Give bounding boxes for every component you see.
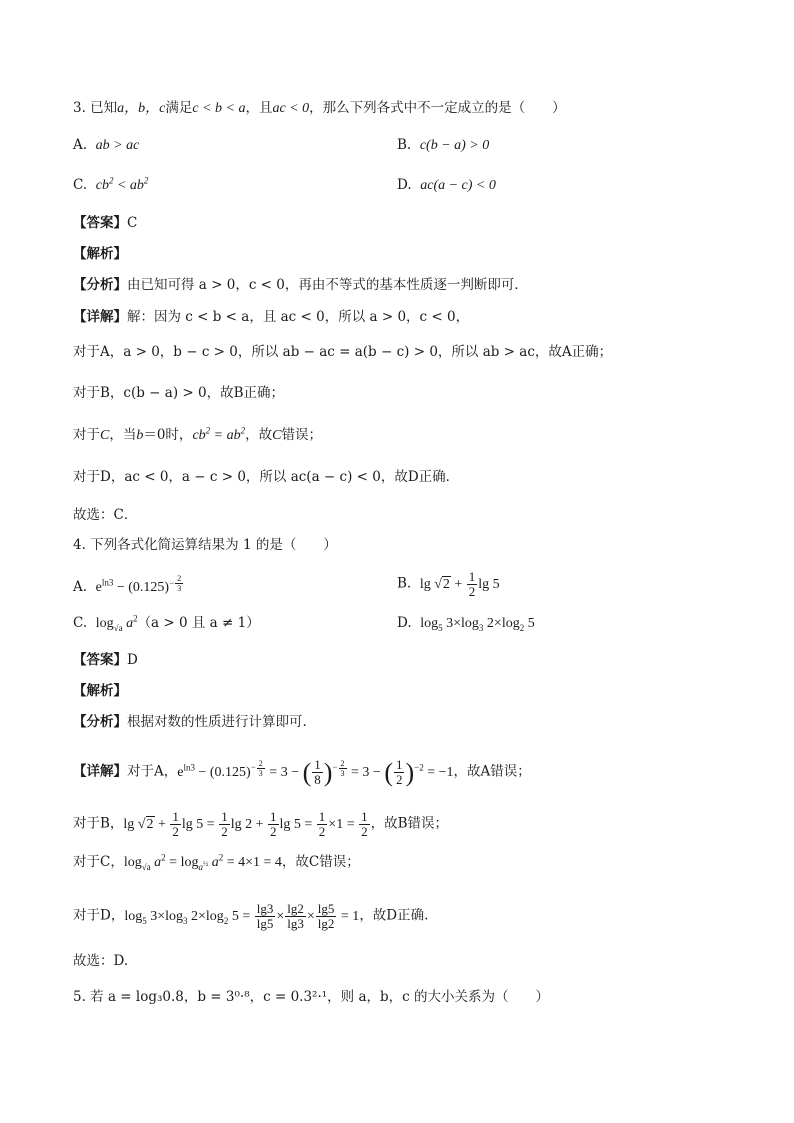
- q3-stem: 3. 已知a，b，c满足c < b < a，且ac < 0，那么下列各式中不一定成立的是（ ）: [73, 100, 566, 116]
- q4-detail-b: 对于B，lg √2 + $\frac{1}{2}$ lg 5 = $\frac{1}{2}$ lg 2 + $\frac{1}{2}$ lg 5 = $\frac{1}{2}$ ×1 = $\frac{1}{2}$ ，故B错误；: [73, 809, 449, 839]
- q4-detail-a: 【详解】对于A，$e^{ln3} - (0.125)^{- \frac{2}{3}}$ = 3 − ( $\frac{1}{8}$ )$^{- \frac{2}{3}}$ = 3 − ( $\frac{1}{2}$ )$^{-2}$ = −1，故A错误；: [73, 757, 531, 787]
- q3-fenxi: 【分析】由已知可得 a > 0，c < 0，再由不等式的基本性质逐一判断即可．: [73, 277, 528, 293]
- q3-line-a: 对于A，a > 0，b − c > 0，所以 ab − ac = a(b − c) > 0，所以 ab > ac，故A正确；: [73, 344, 613, 360]
- q3-option-d: D. ac(a − c) < 0: [397, 177, 496, 193]
- q4-option-a: A. $e^{ln3} - (0.125)^{- \frac{2}{3}}$: [73, 574, 182, 596]
- q4-answer: 【答案】D: [73, 652, 138, 668]
- q3-option-a: A. ab > ac: [73, 137, 140, 153]
- q4-option-d: D. $\log_5 3\times\log_3$ $2\times\log_2$ 5: [397, 615, 535, 633]
- q3-option-b: B. c(b − a) > 0: [397, 137, 490, 153]
- q4-option-c: C. $\log_{√a} a^2(a > 0$ 且 a ≠ 1）: [73, 613, 260, 633]
- q4-detail-d: 对于D，$\log_5 3\times\log_3$ $2\times\log_2$ 5 = $\frac{\lg 3}{\lg 5}$ × $\frac{\lg 2}{\lg 3}$ × $\frac{\lg 5}{\lg 2}$ = 1，故D正确.: [73, 901, 429, 931]
- q3-answer: 【答案】C: [73, 215, 138, 231]
- q3-choose: 故选：C．: [73, 507, 138, 523]
- q3-line-d: 对于D，ac < 0，a − c > 0，所以 ac(a − c) < 0，故D正确．: [73, 469, 460, 485]
- q4-option-b: B. lg √2 + $\frac{1}{2}$ lg 5: [397, 569, 500, 599]
- q4-choose: 故选：D.: [73, 953, 129, 969]
- q4-detail-c: 对于C，$\log_{√a} a^2 = \log_{a^{\frac{1}{2}}} a^2 = 4\times 1 = 4$，故C错误；: [73, 852, 360, 872]
- q3-line-b: 对于B，c(b − a) > 0，故B正确；: [73, 385, 285, 401]
- q4-stem: 4. 下列各式化简运算结果为 1 的是（ ）: [73, 537, 337, 553]
- q3-line-c: 对于C，当b＝0时，$cb^2 = ab^2$，故C错误；: [73, 425, 322, 443]
- q3-detail: 【详解】解：因为 c < b < a，且 ac < 0，所以 a > 0，c < 0，: [73, 309, 470, 325]
- q3-jiexi: 【解析】: [73, 246, 127, 262]
- q5-stem: 5. 若 a = log₃0.8，b = 3⁰·⁸，c = 0.3²·¹，则 a，b，c 的大小关系为（ ）: [73, 989, 549, 1005]
- q4-jiexi: 【解析】: [73, 683, 127, 699]
- q3-option-c: C. $cb^2 < ab^2$: [73, 175, 149, 193]
- q4-fenxi: 【分析】根据对数的性质进行计算即可.: [73, 714, 307, 730]
